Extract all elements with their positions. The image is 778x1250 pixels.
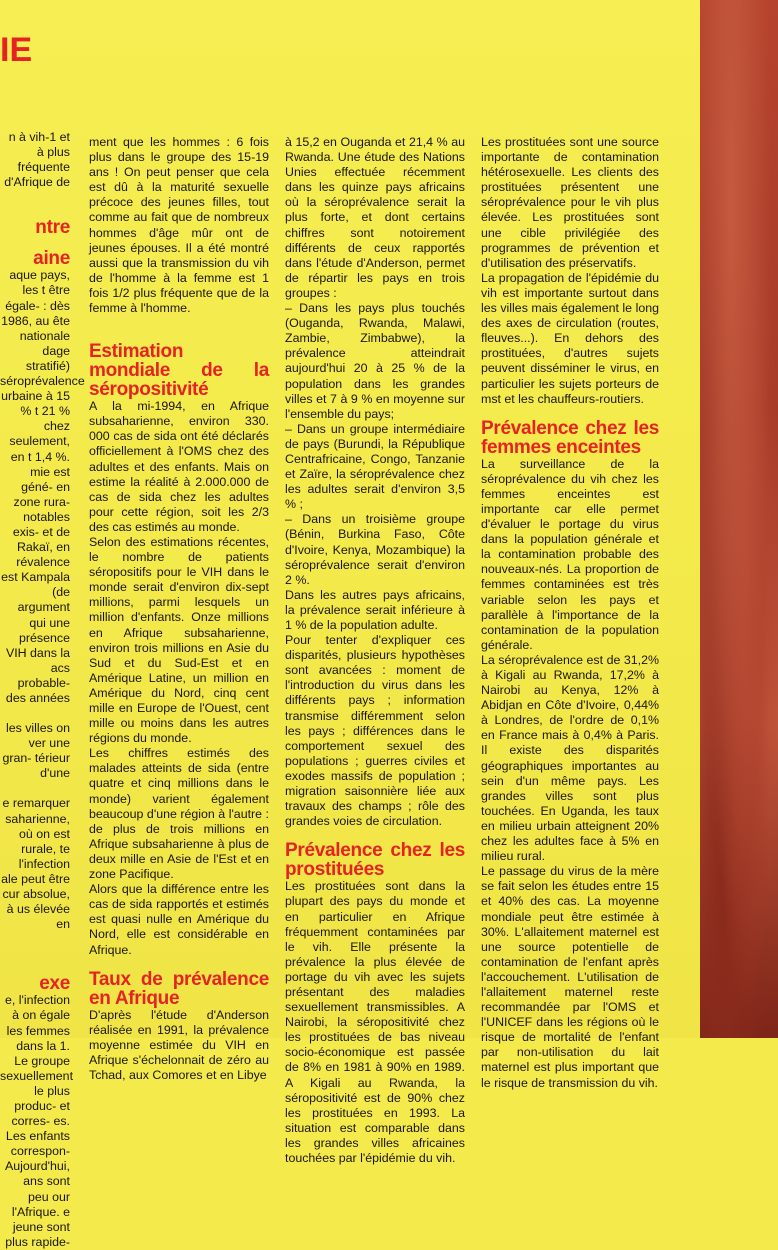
paragraph: D'après l'étude d'Anderson réalisée en 1991, la prévalence moyenne estimée du VIH en Afrique s'échelonnait de zéro au Tchad, aux Comores et en Libye — [89, 1007, 269, 1082]
paragraph: Pour tenter d'expliquer ces disparités, plusieurs hypothèses sont avancées : moment de l'introduction du virus dans les différents pays ; information transmise différemment selon les pays ; différences dans le comportement sexuel des populations ; guerres civiles et exodes massifs de population ; migration saisonnière liée aux travaux des champs ; rôle des grandes voies de circulation. — [285, 633, 465, 829]
paragraph: Le passage du virus de la mère se fait selon les études entre 15 et 40% des cas. La moyenne mondiale peut être estimée à 30%. L'allaitement maternel est une source potentielle de contamination de l'enfant après l'accouchement. L'utilisation de l'allaitement maternel reste recommandée par l'OMS et l'UNICEF dans les régions où le risque de mortalité de l'enfant par non-utilisation du lait maternel est plus important que le risque de transmission du vih. — [481, 864, 659, 1090]
paragraph: La surveillance de la séroprévalence du vih chez les femmes enceintes est importante car elle permet d'évaluer le portage du virus dans la population générale et la contamination probable des nouveaux-nés. La proportion de femmes contaminées est très variable selon les pays et parallèle à l'importance de la contamination de la population générale. — [481, 456, 659, 652]
paragraph: ment que les hommes : 6 fois plus dans le groupe des 15-19 ans ! On peut penser que cela est dû à la maturité sexuelle précoce des jeunes filles, tout comme au fait que de nombreux hommes d'âge mûr ont de jeunes épouses. Il a été montré aussi que la transmission du vih de l'homme à la femme est 1 fois 1/2 plus fréquente que de la femme à l'homme. — [89, 135, 269, 316]
section-heading: Estimation mondiale de la séropositivité — [89, 341, 269, 401]
text-column-3 — [285, 135, 465, 1166]
paragraph: n à vih-1 et à plus fréquente d'Afrique de — [4, 130, 70, 190]
paragraph: e remarquer saharienne, où on est rurale, te l'infection ale peut être cur absolue, à us élevée en — [1, 796, 70, 932]
section-heading: Prévalence chez les prostituées — [285, 840, 465, 881]
paragraph: Les chiffres estimés des malades atteints de sida (entre quatre et cinq millions dans le monde) varient également beaucoup d'une région à l'autre : de plus de trois millions en Afrique subsaharienne à plus de deux mille en Asie de l'Est et en zone Pacifique. — [89, 746, 269, 882]
section-title-fragment: IE — [0, 31, 33, 69]
section-heading: ntre — [35, 217, 70, 239]
text-column-4 — [481, 135, 659, 1091]
paragraph: e, l'infection à on égale les femmes dans la 1. Le groupe sexuellement le plus produc- et corres- es. Les enfants correspon- Aujourd'hui, ans sont peu our l'Afrique. e jeune sont plus rapide- — [0, 993, 74, 1249]
paragraph: à 15,2 en Ouganda et 21,4 % au Rwanda. Une étude des Nations Unies effectuée récemment dans les quinze pays africains où la séroprévalence serait la plus forte, et dont certains chiffres sont notoirement différents de ceux rapportés dans l'étude d'Anderson, permet de répartir les pays en trois groupes : — [285, 135, 465, 300]
paragraph: Les prostituées sont une source importante de contamination hétérosexuelle. Les clients des prostituées présentent une séroprévalence pour le vih plus élevée. Les prostituées sont une cible privilégiée des programmes de prévention et d'utilisation des préservatifs. — [481, 135, 659, 270]
paragraph: Alors que la différence entre les cas de sida rapportés et estimés est quasi nulle en Amérique du Nord, elle est considérable en Afrique. — [89, 882, 269, 957]
section-heading: aine — [33, 248, 70, 270]
section-heading: Prévalence chez les femmes enceintes — [481, 417, 659, 458]
paragraph: La séroprévalence est de 31,2% à Kigali au Rwanda, 17,2% à Nairobi au Kenya, 12% à Abidjan en Côte d'Ivoire, 0,44% à Londres, de l'ordre de 0,1% en France mais à 0,4% à Paris. Il existe des disparités géographiques importantes au sein d'un même pays. Les grandes villes sont plus touchées. En Uganda, les taux en milieu urbain atteignent 20% chez les adultes face à 5% en milieu rural. — [481, 652, 659, 864]
photo-edge — [700, 0, 778, 1038]
paragraph: A la mi-1994, en Afrique subsaharienne, environ 330. 000 cas de sida ont été déclarés officiellement à l'OMS chez des adultes et des enfants. Mais on estime la réalité à 2.000.000 de cas de sida chez les adultes pour cette région, soit les 2/3 des cas estimés au monde. — [89, 399, 269, 534]
paragraph: Les prostituées sont dans la plupart des pays du monde et en particulier en Afrique fréquemment contaminées par le vih. Elle présente la prévalence la plus élevée de portage du vih avec les sujets présentant des maladies sexuellement transmissibles. A Nairobi, la séropositivité chez les prostituées de bas niveau socio-économique est passée de 8% en 1981 à 90% en 1989. A Kigali au Rwanda, la séropositivité est de 90% chez les prostituées en 1993. La situation est comparable dans les grandes villes africaines touchées par l'épidémie du vih. — [285, 879, 465, 1165]
section-heading: Taux de prévalence en Afrique — [89, 968, 269, 1009]
paragraph: les villes on ver une gran- térieur d'une — [2, 721, 70, 781]
paragraph: mie est géné- en zone rura- notables exis- et de Rakaï, en révalence est Kampala (de argument qui une présence VIH dans la acs probable- des années — [1, 464, 70, 705]
paragraph: Selon des estimations récentes, le nombre de patients séropositifs pour le VIH dans le monde serait d'environ dix-sept millions, parmi lesquels un million d'enfants. Onze millions en Afrique subsaharienne, environ trois millions en Asie du Sud et du Sud-Est et en Amérique Latine, un million en Amérique du Nord, cinq cent mille en Europe de l'Ouest, cent mille ou moins dans les autres régions du monde. — [89, 534, 269, 746]
text-column-2 — [89, 135, 269, 1083]
paragraph: La propagation de l'épidémie du vih est importante surtout dans les villes mais également le long des axes de circulation (routes, fleuves...). En dehors des prostituées, d'autres sujets peuvent disséminer le virus, en particulier les sujets porteurs de mst et les chauffeurs-routiers. — [481, 270, 659, 406]
text-column-1 — [0, 130, 85, 1250]
paragraph: – Dans les pays plus touchés (Ouganda, Rwanda, Malawi, Zambie, Zimbabwe), la prévalence atteindrait aujourd'hui 20 à 25 % de la population dans les grandes villes et 7 à 9 % en moyenne sur l'ensemble du pays; — [285, 301, 465, 421]
section-heading: exe — [39, 973, 70, 995]
paragraph: Dans les autres pays africains, la prévalence serait inférieure à 1 % de la population adulte. — [285, 587, 465, 632]
paragraph: aque pays, les t être égale- : dès 1986, au ête nationale dage stratifié) séroprévalence urbaine à 15 % t 21 % chez seulement, en t 1,4 %. — [0, 268, 85, 464]
paragraph: – Dans un groupe intermédiaire de pays (Burundi, la République Centrafricaine, Congo, Tanzanie et Zaïre, la séroprévalence chez les adultes serait d'environ 3,5 % ; — [285, 421, 465, 512]
paragraph: – Dans un troisième groupe (Bénin, Burkina Faso, Côte d'Ivoire, Kenya, Mozambique) la séroprévalence serait d'environ 2 %. — [285, 512, 465, 587]
